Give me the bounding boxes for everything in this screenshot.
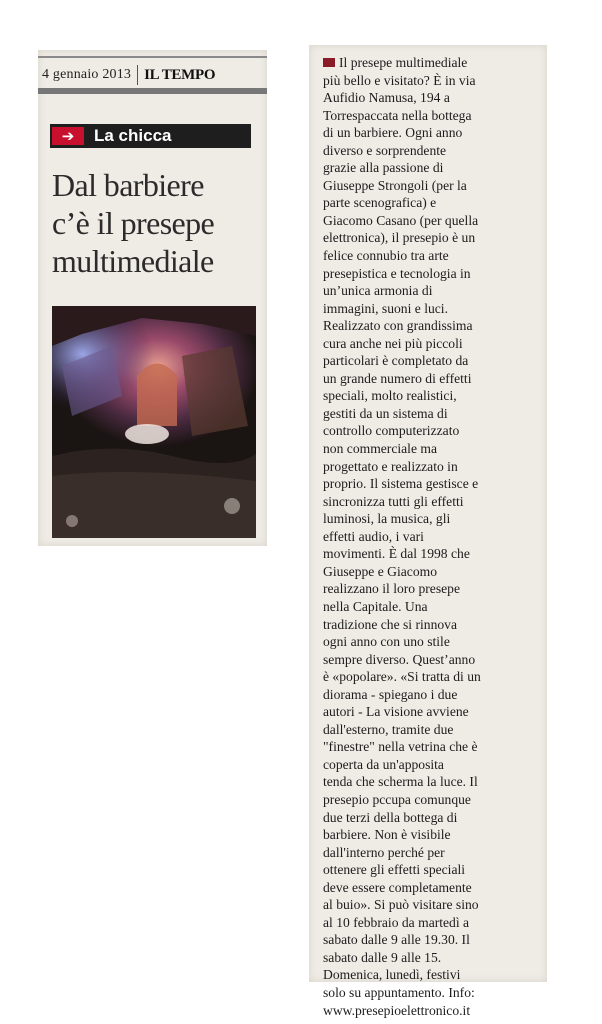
- article-line-text: Realizzato con grandissima: [323, 318, 473, 334]
- article-line-text: tradizione che si rinnova: [323, 616, 457, 632]
- masthead-divider: [137, 65, 138, 85]
- article-line: [323, 966, 545, 984]
- article-line: [323, 528, 545, 546]
- article-line: [323, 931, 545, 949]
- article-line-text: barbiere. Non è visibile: [323, 827, 451, 843]
- article-line-text: un’unica armonia di: [323, 283, 433, 299]
- article-line: [323, 282, 545, 300]
- headline: [52, 166, 264, 280]
- article-line: [323, 984, 545, 1002]
- article-line: [323, 107, 545, 125]
- article-line-text: controllo computerizzato: [323, 423, 460, 439]
- article-line: [323, 738, 545, 756]
- article-line-text: immagini, suoni e luci.: [323, 300, 448, 316]
- article-line: [323, 89, 545, 107]
- masthead: [42, 64, 253, 86]
- article-line: [323, 142, 545, 160]
- headline-line: multimediale: [52, 243, 214, 279]
- article-line-text: Domenica, lunedì, festivi: [323, 967, 461, 983]
- article-line: [323, 475, 545, 493]
- article-line: [323, 1002, 545, 1020]
- article-line-text: è «popolare». «Si tratta di un: [323, 669, 481, 685]
- article-line-text: sincronizza tutti gli effetti: [323, 493, 464, 509]
- article-line-text: più bello e visitato? È in via: [323, 72, 476, 88]
- article-line: [323, 212, 545, 230]
- article-line: [323, 177, 545, 195]
- article-line-text: solo su appuntamento. Info:: [323, 984, 475, 1000]
- article-line: [323, 405, 545, 423]
- article-line: [323, 458, 545, 476]
- article-line: [323, 703, 545, 721]
- article-line-text: sempre diverso. Quest’anno: [323, 651, 476, 667]
- article-line-text: www.presepioelettronico.it: [323, 1002, 471, 1018]
- article-line: [323, 580, 545, 598]
- article-line-text: movimenti. È dal 1998 che: [323, 546, 470, 562]
- kicker-bar: [50, 124, 251, 148]
- nativity-scene-photo-graphic: [52, 306, 256, 538]
- article-line-text: due terzi della bottega di: [323, 809, 458, 825]
- article-line: [323, 422, 545, 440]
- article-line-text: deve essere completamente: [323, 879, 472, 895]
- article-line: [323, 387, 545, 405]
- article-line: [323, 826, 545, 844]
- article-body: [323, 54, 545, 1019]
- article-line-text: non commerciale ma: [323, 441, 437, 457]
- article-line: [323, 545, 545, 563]
- article-line: [323, 791, 545, 809]
- article-line: [323, 668, 545, 686]
- headline-line: Dal barbiere: [52, 167, 204, 203]
- article-line-text: "finestre" nella vetrina che è: [323, 739, 478, 755]
- article-line-text: felice connubio tra arte: [323, 248, 449, 264]
- article-line-text: coperta da un'apposita: [323, 756, 444, 772]
- publication-date: 4 gennaio 2013: [42, 67, 132, 82]
- article-line: [323, 598, 545, 616]
- article-line-text: progettato e realizzato in: [323, 458, 458, 474]
- article-clipping-header: [38, 50, 267, 546]
- article-line: [323, 721, 545, 739]
- article-line-text: dall'interno perché per: [323, 844, 445, 860]
- article-line: [323, 352, 545, 370]
- article-line-text: effetti audio, i vari: [323, 528, 424, 544]
- paragraph-bullet-icon: [323, 58, 335, 67]
- article-line-text: ogni anno con uno stile: [323, 634, 450, 650]
- article-line: [323, 54, 545, 72]
- article-line-text: Il presepe multimediale: [339, 55, 468, 70]
- article-line: [323, 651, 545, 669]
- article-line-text: nella Capitale. Una: [323, 598, 428, 614]
- article-line: [323, 879, 545, 897]
- article-line: [323, 861, 545, 879]
- article-line-text: Torrespaccata nella bottega: [323, 107, 472, 123]
- article-line-text: sabato dalle 9 alle 19.30. Il: [323, 932, 470, 948]
- article-line: [323, 914, 545, 932]
- article-line: [323, 370, 545, 388]
- article-line-text: parte scenografica) e: [323, 195, 437, 211]
- article-line-text: realizzano il loro presepe: [323, 581, 460, 597]
- article-line: [323, 317, 545, 335]
- article-line-text: speciali, molto realistici,: [323, 388, 457, 404]
- article-line-text: dall'esterno, tramite due: [323, 721, 454, 737]
- article-line-text: al buio». Si può visitare sino: [323, 897, 479, 913]
- masthead-rule-top: [38, 56, 267, 58]
- article-line-text: gestiti da un sistema di: [323, 405, 448, 421]
- kicker-label: La chicca: [94, 126, 172, 145]
- article-line: [323, 949, 545, 967]
- article-line-text: luminosi, la musica, gli: [323, 511, 451, 527]
- article-line: [323, 756, 545, 774]
- nativity-scene-photo: [52, 306, 256, 538]
- article-line: [323, 159, 545, 177]
- article-line: [323, 809, 545, 827]
- article-line: [323, 72, 545, 90]
- article-line: [323, 844, 545, 862]
- article-line-text: diorama - spiegano i due: [323, 686, 458, 702]
- article-line: [323, 773, 545, 791]
- article-line: [323, 563, 545, 581]
- article-line: [323, 510, 545, 528]
- article-line: [323, 440, 545, 458]
- article-line-text: tenda che scherma la luce. Il: [323, 774, 478, 790]
- headline-line: c’è il presepe: [52, 205, 215, 241]
- article-line-text: presepistica e tecnologia in: [323, 265, 471, 281]
- article-line-text: presepio pccupa comunque: [323, 791, 471, 807]
- article-line-text: elettronica), il presepio è un: [323, 230, 476, 246]
- arrow-right-icon: ➔: [52, 127, 84, 145]
- article-line: [323, 896, 545, 914]
- article-line: [323, 616, 545, 634]
- article-line-text: Aufidio Namusa, 194 a: [323, 90, 450, 106]
- article-line-text: Giuseppe Strongoli (per la: [323, 177, 467, 193]
- article-line: [323, 229, 545, 247]
- article-line-text: particolari è completato da: [323, 353, 469, 369]
- article-line-text: grazie alla passione di: [323, 160, 444, 176]
- article-line: [323, 633, 545, 651]
- article-line-text: diverso e sorprendente: [323, 142, 447, 158]
- article-line-text: Giacomo Casano (per quella: [323, 212, 479, 228]
- article-line-text: cura anche nei più piccoli: [323, 335, 463, 351]
- article-line-text: autori - La visione avviene: [323, 704, 469, 720]
- article-line-text: ottenere gli effetti speciali: [323, 862, 466, 878]
- newspaper-name: IL TEMPO: [144, 66, 216, 83]
- article-line: [323, 300, 545, 318]
- article-line-text: un grande numero di effetti: [323, 370, 472, 386]
- article-line: [323, 194, 545, 212]
- masthead-rule-bottom: [38, 88, 267, 94]
- article-line: [323, 493, 545, 511]
- article-line-text: proprio. Il sistema gestisce e: [323, 476, 479, 492]
- article-line: [323, 686, 545, 704]
- article-line: [323, 335, 545, 353]
- article-body-clipping: [309, 45, 547, 1018]
- article-line-text: al 10 febbraio da martedì a: [323, 914, 470, 930]
- article-line-text: Giuseppe e Giacomo: [323, 563, 438, 579]
- article-line: [323, 247, 545, 265]
- article-line-text: sabato dalle 9 alle 15.: [323, 949, 442, 965]
- article-line: [323, 265, 545, 283]
- article-line: [323, 124, 545, 142]
- article-line-text: di un barbiere. Ogni anno: [323, 125, 463, 141]
